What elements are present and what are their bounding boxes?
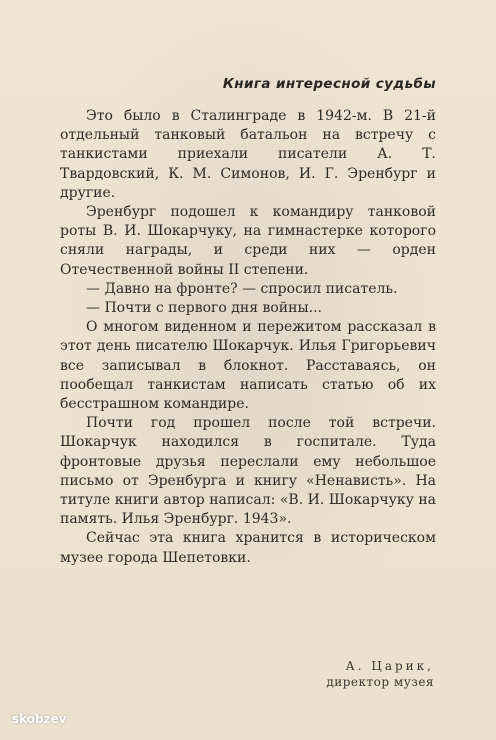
paragraph: — Почти с первого дня войны... [86, 300, 322, 317]
watermark-text: skobzev [12, 712, 67, 726]
article-title: Книга интересной судьбы [222, 76, 436, 92]
paragraph: Почти год прошел после той встречи. Шокарчук находился в госпитале. Туда фронтовые друзья переслали ему небольшое письмо от Эренбурга и книгу «Ненависть». На титуле книги автор написал: «В. И. Шокарчуку на память. Илья Эренбург. 1943». [60, 415, 436, 528]
paragraph: — Давно на фронте? — спросил писатель. [86, 280, 398, 297]
paragraph: О многом виденном и пережитом рассказал в этот день писателю Шокарчук. Илья Григорьевич все записывал в блокнот. Расставаясь, он пообещал танкистам написать статью об их бесстрашном командире. [60, 319, 436, 413]
signature-name: А. Царик, [345, 659, 434, 673]
article-body [60, 107, 436, 568]
paragraph: Эренбург подошел к командиру танковой роты В. И. Шокарчуку, на гимнастерке которого сняли награды, и среди них — орден Отечественной войны II степени. [60, 204, 436, 278]
signature-role: директор музея [326, 675, 434, 689]
paragraph: Сейчас эта книга хранится в историческом музее города Шепетовки. [60, 530, 436, 566]
paragraph: Это было в Сталинграде в 1942-м. В 21-й отдельный танковый батальон на встречу с танкистами приехали писатели А. Т. Твардовский, К. М. Симонов, И. Г. Эренбург и другие. [60, 108, 436, 201]
